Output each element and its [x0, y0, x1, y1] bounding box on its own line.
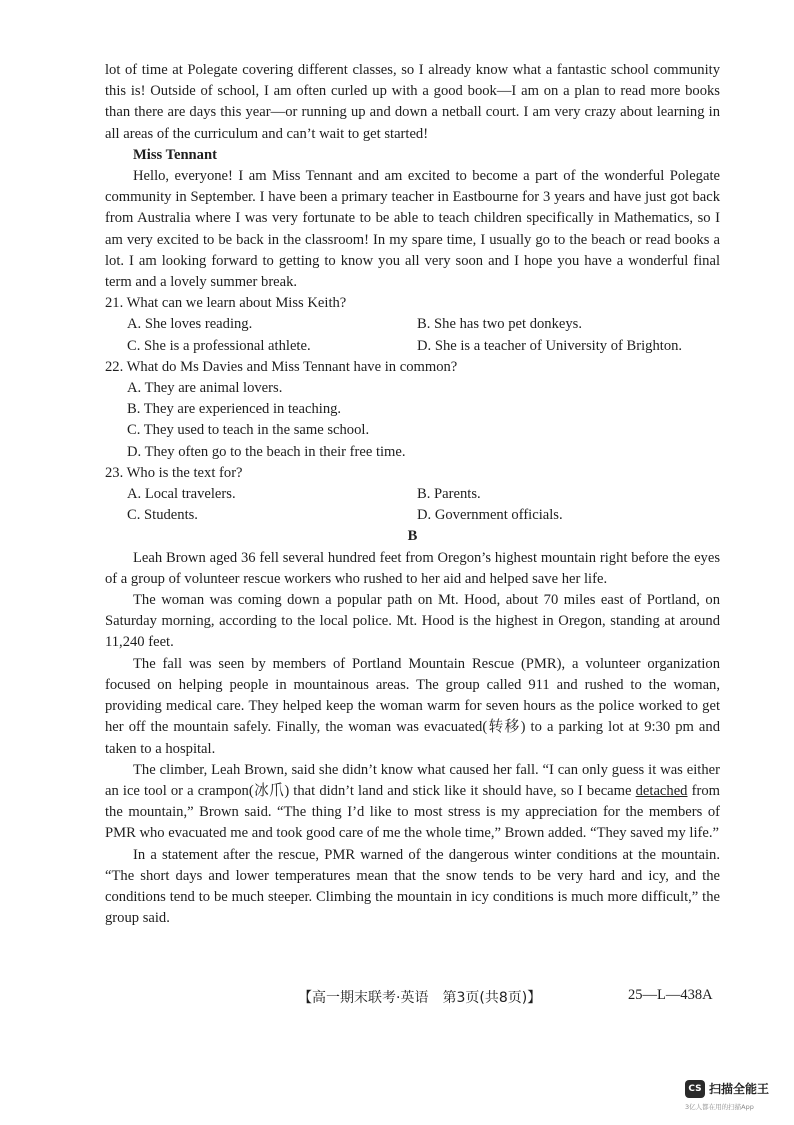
option: C. She is a professional athlete. — [127, 337, 311, 354]
option: D. She is a teacher of University of Brighton. — [417, 337, 683, 354]
page-footer — [0, 987, 794, 1009]
option: B. Parents. — [417, 486, 481, 503]
p4-before: The climber, Leah Brown, said she didn’t know what caused her fall. “I can only guess it was either an ice tool or a crampon(冰爪) that didn’t land and stick like it should have, so I became — [105, 761, 720, 799]
camscanner-icon: CS — [685, 1080, 705, 1098]
passage-b-paragraph-5: In a statement after the rescue, PMR warned of the dangerous winter conditions at the mountain. “The short days and lower temperatures mean that the snow tends to be very hard and icy, and the conditions tend to be much steeper. Climbing the mountain in icy conditions is much more difficult,” the group said. — [105, 846, 720, 927]
option: B. She has two pet donkeys. — [417, 316, 582, 333]
question-22: 22. What do Ms Davies and Miss Tennant have in common? — [105, 358, 458, 375]
scanner-name: 扫描全能王 — [709, 1082, 770, 1096]
scanner-watermark — [685, 1080, 794, 1120]
scanner-tagline: 3亿人都在用的扫描App — [685, 1103, 754, 1111]
option: D. They often go to the beach in their free time. — [127, 443, 406, 460]
teacher-heading: Miss Tennant — [133, 146, 217, 163]
option: A. Local travelers. — [127, 486, 236, 503]
question-21-options — [127, 314, 720, 356]
passage-b-paragraph-4 — [105, 760, 720, 845]
p4-after: from the mountain,” Brown said. “The thing I’d like to most stress is my appreciation for the members of PMR who evacuated me and took good care of me the whole time,” Brown added. “They saved my life.” — [105, 782, 720, 842]
passage-a-intro-continuation: lot of time at Polegate covering different classes, so I already know what a fantastic school community this is! Outside of school, I am often curled up with a good book—I am on a plan to read more books than there are days this year—or running up and down a netball court. I am very crazy about learning in all areas of the curriculum and can’t wait to get started! — [105, 62, 720, 142]
question-21: 21. What can we learn about Miss Keith? — [105, 295, 347, 312]
footer-title: 【高一期末联考·英语 第3页(共8页)】 — [298, 990, 542, 1006]
teacher-paragraph: Hello, everyone! I am Miss Tennant and am excited to become a part of the wonderful Polegate community in September. I have been a primary teacher in Eastbourne for 3 years and have just got back from Australia where I was very fortunate to be able to teach children specifically in Mathematics, so I am very excited to be back in the classroom! In my spare time, I usually go to the beach or read books a lot. I am looking forward to getting to know you all very soon and I hope you have a wonderful final term and a lovely summer break. — [105, 168, 720, 291]
question-23-options — [127, 484, 720, 526]
option: A. She loves reading. — [127, 316, 253, 333]
question-23: 23. Who is the text for? — [105, 464, 243, 481]
footer-code: 25—L—438A — [628, 987, 713, 1003]
underlined-word: detached — [635, 782, 688, 799]
section-b-label: B — [407, 528, 418, 545]
option: C. They used to teach in the same school. — [127, 422, 370, 439]
option: B. They are experienced in teaching. — [127, 401, 342, 418]
passage-b-paragraph-3: The fall was seen by members of Portland Mountain Rescue (PMR), a volunteer organization focused on helping people in mountainous areas. The group called 911 and rushed to the woman, providing medical care. They helped keep the woman warm for seven hours as the police worked to get her off the mountain safely. Finally, the woman was evacuated(转移) to a parking lot at 9:30 pm and taken to a hospital. — [105, 655, 720, 757]
passage-b-paragraph-2: The woman was coming down a popular path on Mt. Hood, about 70 miles east of Portland, on Saturday morning, according to the local police. Mt. Hood is the highest in Oregon, standing at around 11,240 feet. — [105, 592, 720, 651]
exam-page — [105, 60, 720, 929]
option: C. Students. — [127, 507, 198, 524]
option: A. They are animal lovers. — [127, 380, 283, 397]
passage-b-paragraph-1: Leah Brown aged 36 fell several hundred feet from Oregon’s highest mountain right before the eyes of a group of volunteer rescue workers who rushed to her aid and helped save her life. — [105, 549, 720, 587]
option: D. Government officials. — [417, 507, 563, 524]
